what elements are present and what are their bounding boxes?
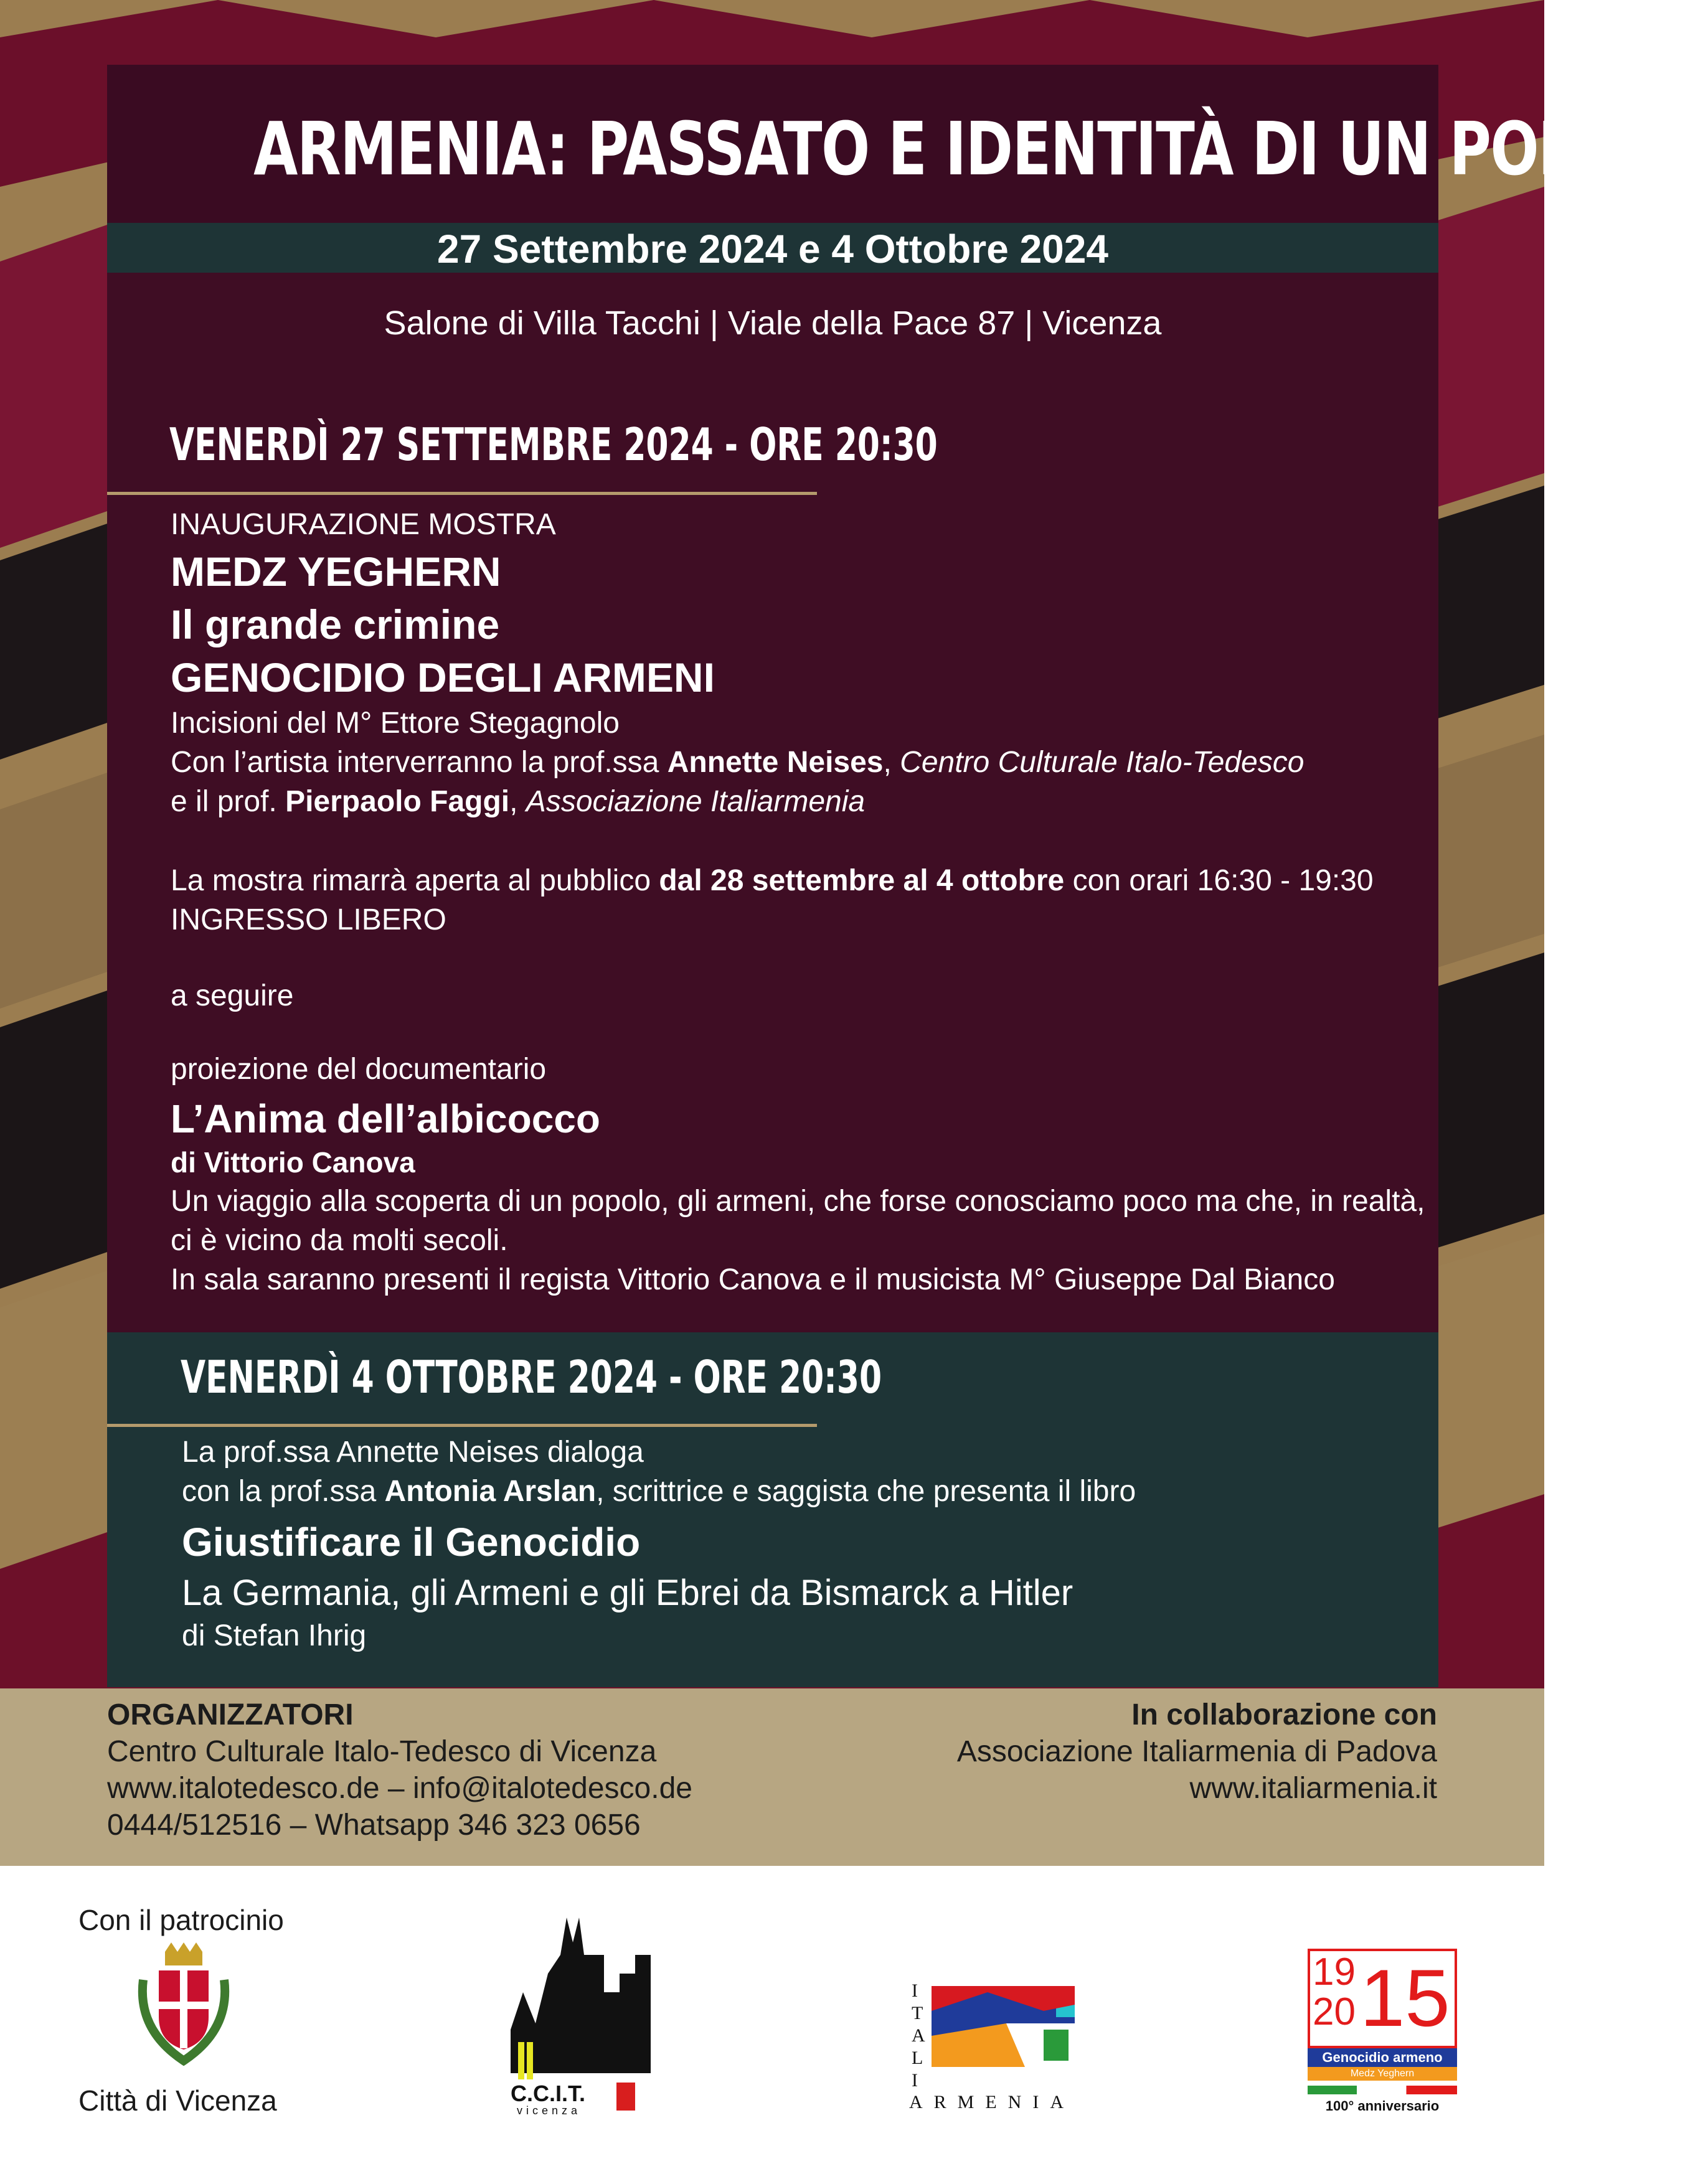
- city-label: Città di Vicenza: [78, 2084, 277, 2117]
- book-author: di Stefan Ihrig: [182, 1619, 367, 1652]
- exhibit-line-1: Incisioni del M° Ettore Stegagnolo: [171, 707, 620, 740]
- doc-author: di Vittorio Canova: [171, 1146, 415, 1179]
- doc-desc-1: Un viaggio alla scoperta di un popolo, gli armeni, che forse conosciamo poco ma che, in realtà,: [171, 1185, 1425, 1218]
- anniv-band-2: Medz Yeghern: [1308, 2067, 1457, 2081]
- ccit-sub: vicenza: [517, 2104, 582, 2117]
- italiarmenia-vertical-text: ITALI: [912, 1980, 925, 2091]
- collab-heading: In collaborazione con: [1131, 1698, 1437, 1731]
- collab-name: Associazione Italiarmenia di Padova: [956, 1735, 1437, 1768]
- doc-desc-2: ci è vicino da molti secoli.: [171, 1224, 508, 1257]
- event-dates: 27 Settembre 2024 e 4 Ottobre 2024: [437, 227, 1108, 271]
- anniv-year-15: 15: [1360, 1952, 1450, 2043]
- anniv-year-20: 20: [1313, 1990, 1356, 2033]
- exhibit-line-2: Con l’artista interverranno la prof.ssa Annette Neises, Centro Culturale Italo-Tedesco: [171, 746, 1305, 779]
- organizer-web[interactable]: www.italotedesco.de – info@italotedesco.de: [107, 1772, 692, 1805]
- day2-line-2: con la prof.ssa Antonia Arslan, scrittrice e saggista che presenta il libro: [182, 1475, 1136, 1508]
- then-label: a seguire: [171, 979, 294, 1012]
- patronage-label: Con il patrocinio: [78, 1904, 284, 1936]
- italiarmenia-logo: [909, 1980, 1090, 2111]
- venue: Salone di Villa Tacchi | Viale della Pace 87 | Vicenza: [384, 304, 1162, 342]
- day1-rule: [107, 492, 817, 495]
- organizers-heading: ORGANIZZATORI: [107, 1698, 354, 1731]
- day2-heading: VENERDÌ 4 OTTOBRE 2024 - ORE 20:30: [181, 1351, 882, 1403]
- day2-line-1: La prof.ssa Annette Neises dialoga: [182, 1436, 644, 1469]
- collab-web[interactable]: www.italiarmenia.it: [1189, 1772, 1437, 1805]
- anniv-footer: 100° anniversario: [1325, 2098, 1440, 2114]
- anniv-band: Genocidio armeno: [1308, 2048, 1457, 2067]
- vicenza-crest-icon: [131, 1942, 237, 2067]
- exhibit-line-3: e il prof. Pierpaolo Faggi, Associazione Italiarmenia: [171, 785, 866, 818]
- exhibit-title-2: Il grande crimine: [171, 601, 500, 647]
- italiarmenia-bottom-text: ARMENIA: [909, 2092, 1075, 2112]
- exhibit-title-1: MEDZ YEGHERN: [171, 548, 501, 595]
- doc-title: L’Anima dell’albicocco: [171, 1096, 600, 1141]
- free-entry: INGRESSO LIBERO: [171, 903, 446, 936]
- organizer-phone: 0444/512516 – Whatsapp 346 323 0656: [107, 1809, 641, 1842]
- ccit-label: C.C.I.T.: [511, 2081, 586, 2106]
- doc-desc-3: In sala saranno presenti il regista Vittorio Canova e il musicista M° Giuseppe Dal Bianco: [171, 1263, 1335, 1296]
- page-title: ARMENIA: PASSATO E IDENTITÀ DI UN POPOLO: [253, 106, 1708, 192]
- anniv-year-19: 19: [1313, 1951, 1356, 1993]
- doc-intro: proiezione del documentario: [171, 1053, 547, 1086]
- anniv-stripe: [1308, 2086, 1457, 2094]
- book-subtitle: La Germania, gli Armeni e gli Ebrei da Bismarck a Hitler: [182, 1573, 1073, 1613]
- book-title: Giustificare il Genocidio: [182, 1520, 641, 1565]
- anniversary-logo: [1308, 1949, 1457, 2117]
- day1-intro: INAUGURAZIONE MOSTRA: [171, 508, 556, 541]
- day2-rule: [107, 1424, 817, 1427]
- exhibit-title-3: GENOCIDIO DEGLI ARMENI: [171, 654, 715, 700]
- organizer-name: Centro Culturale Italo-Tedesco di Vicenza: [107, 1735, 657, 1768]
- exhibit-opening: La mostra rimarrà aperta al pubblico dal 28 settembre al 4 ottobre con orari 16:30 - 19:30: [171, 864, 1374, 897]
- ccit-logo: [511, 1918, 660, 2123]
- day1-heading: VENERDÌ 27 SETTEMBRE 2024 - ORE 20:30: [169, 418, 938, 471]
